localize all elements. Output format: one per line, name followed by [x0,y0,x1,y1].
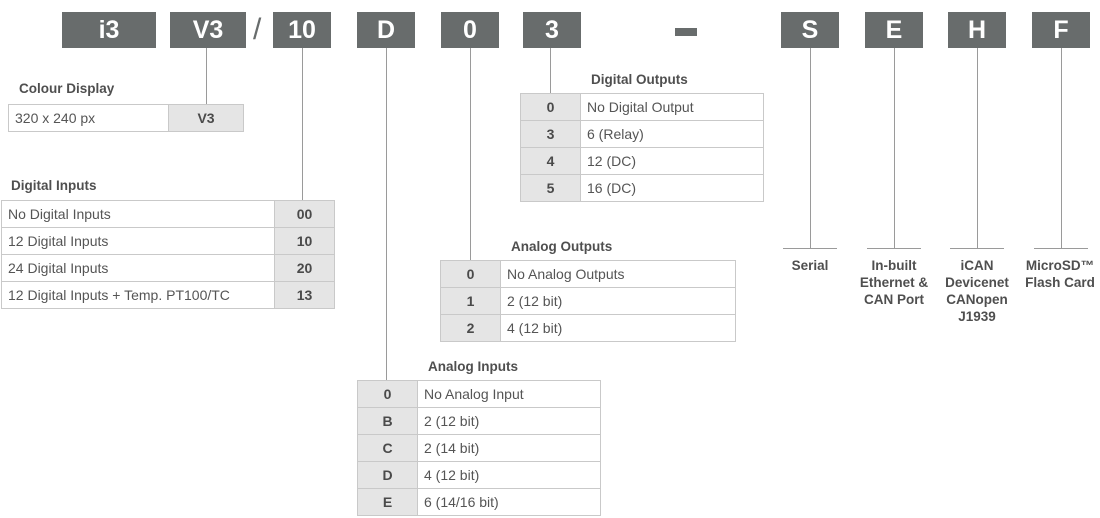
option-code: E [358,489,418,516]
option-code: D [358,462,418,489]
code-box-analog-outputs: 0 [441,12,499,48]
code-separator-slash: / [253,13,262,46]
option-code: B [358,408,418,435]
table-row [2,201,335,228]
connector-ethernet [894,48,895,248]
connector-analog-outputs [470,48,471,260]
connector-microsd [1061,48,1062,248]
option-code: 1 [441,288,501,315]
code-box-ethernet: E [865,12,923,48]
connector-digital-outputs [550,48,551,93]
table-row [2,282,335,309]
code-box-digital-inputs: 10 [273,12,331,48]
table-row [358,435,601,462]
colour-display-heading: Colour Display [19,81,115,96]
table-row [2,228,335,255]
analog-outputs-heading: Analog Outputs [511,239,613,254]
option-description: 6 (14/16 bit) [418,489,601,516]
connector-serial [810,48,811,248]
analog-outputs-table [440,260,736,342]
option-code: 2 [441,315,501,342]
digital-outputs-table [520,93,764,202]
option-description: 12 Digital Inputs + Temp. PT100/TC [2,282,275,309]
code-box-ican: H [948,12,1006,48]
option-description: No Analog Outputs [501,261,736,288]
digital-inputs-heading: Digital Inputs [11,178,97,193]
code-box-i3: i3 [62,12,156,48]
option-code: 0 [358,381,418,408]
table-row [441,288,736,315]
option-code: 3 [521,121,581,148]
table-row [358,381,601,408]
option-description: 4 (12 bit) [418,462,601,489]
colour-display-table [8,104,244,132]
option-code: 00 [275,201,335,228]
underline-serial [783,248,837,249]
code-box-microsd: F [1032,12,1090,48]
option-code: 10 [275,228,335,255]
option-description: 320 x 240 px [9,105,169,132]
ican-label: iCAN Devicenet CANopen J1939 [945,258,1009,324]
digital-outputs-heading: Digital Outputs [591,72,688,87]
option-description: No Digital Output [581,94,764,121]
analog-inputs-heading: Analog Inputs [428,359,518,374]
code-box-digital-outputs: 3 [523,12,581,48]
option-description: 2 (12 bit) [418,408,601,435]
option-description: No Analog Input [418,381,601,408]
connector-display [206,48,207,108]
analog-inputs-table [357,380,601,516]
option-code: 4 [521,148,581,175]
option-description: 4 (12 bit) [501,315,736,342]
table-row [521,94,764,121]
code-separator-dash [675,28,697,36]
table-row [521,175,764,202]
table-row [441,261,736,288]
table-row [358,408,601,435]
ethernet-can-label: In-built Ethernet & CAN Port [859,258,929,307]
table-row [9,105,244,132]
underline-microsd [1034,248,1088,249]
option-description: 6 (Relay) [581,121,764,148]
option-code: 20 [275,255,335,282]
option-code: 13 [275,282,335,309]
connector-digital-inputs [302,48,303,200]
option-code: 0 [441,261,501,288]
connector-ican [977,48,978,248]
underline-ican [950,248,1004,249]
option-description: 12 Digital Inputs [2,228,275,255]
option-description: 24 Digital Inputs [2,255,275,282]
option-description: No Digital Inputs [2,201,275,228]
option-description: 12 (DC) [581,148,764,175]
serial-label: Serial [791,258,829,273]
digital-inputs-table [1,200,335,309]
option-description: 2 (14 bit) [418,435,601,462]
table-row [358,489,601,516]
table-row [358,462,601,489]
underline-ethernet [867,248,921,249]
table-row [521,121,764,148]
code-box-serial: S [781,12,839,48]
table-row [441,315,736,342]
option-code: V3 [169,105,244,132]
code-box-analog-inputs: D [357,12,415,48]
option-code: 5 [521,175,581,202]
option-code: C [358,435,418,462]
connector-analog-inputs [386,48,387,380]
option-description: 2 (12 bit) [501,288,736,315]
microsd-label: MicroSD™ Flash Card [1025,258,1095,290]
code-box-display: V3 [170,12,246,48]
option-code: 0 [521,94,581,121]
table-row [2,255,335,282]
option-description: 16 (DC) [581,175,764,202]
table-row [521,148,764,175]
